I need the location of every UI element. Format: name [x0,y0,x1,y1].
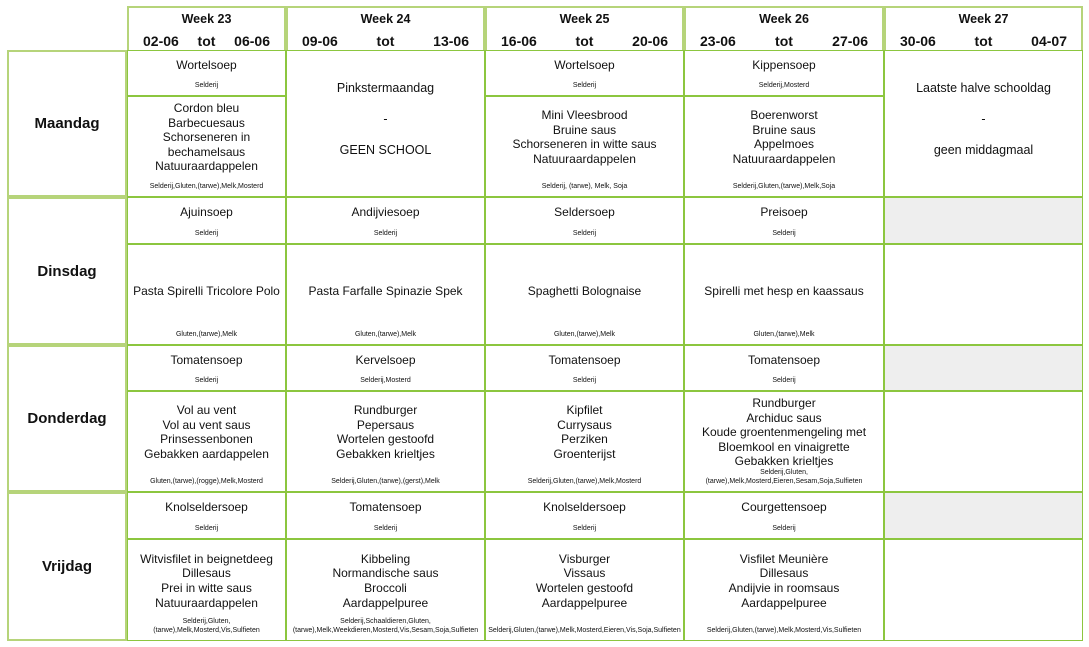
main-dish-line: Appelmoes [753,137,815,152]
main-dish [128,552,285,610]
main-dish-line: Dillesaus [182,566,231,581]
main-dish [486,284,683,299]
main-dish-cell [127,391,286,492]
soup-name: Tomatensoep [170,353,243,367]
main-dish-cell [485,391,684,492]
day-label: Dinsdag [7,197,127,345]
main-dish-line: Vissaus [563,566,606,581]
date-from: 16-06 [501,33,537,49]
soup-allergens: Selderij [772,230,796,237]
soup-allergens: Selderij,Mosterd [360,377,411,384]
main-dish-line: Kipfilet [566,403,603,418]
main-dish [486,108,683,166]
main-dish-line: Natuuraardappelen [155,595,258,610]
main-dish-line: Schorseneren in witte saus [512,137,657,152]
main-dish-line: Natuuraardappelen [732,152,836,167]
main-dish-line: Bruine saus [552,122,617,137]
soup-name: Preisoep [760,205,808,219]
main-dish [287,403,484,461]
main-dish-line: Spirelli met hesp en kaassaus [704,284,864,299]
main-dish-cell [684,391,884,492]
main-dish-line: Rundburger [353,403,418,418]
main-dish-line: Groenterijst [553,447,616,462]
week-header [884,6,1083,50]
soup-cell [485,492,684,539]
date-from: 30-06 [900,33,936,49]
soup-cell [127,50,286,96]
soup-cell [286,197,485,244]
main-dish-line: Aardappelpuree [541,595,628,610]
day-label: Maandag [7,50,127,197]
date-to: 04-07 [1031,33,1067,49]
holiday-line: Pinkstermaandag [336,81,435,95]
main-allergens: Selderij,Gluten,(tarwe),Melk,Mosterd,Eieren,Vis,Soja,Sulfieten [488,627,681,634]
main-dish [685,396,883,469]
holiday-line: - [383,112,388,126]
main-dish-cell [684,96,884,197]
date-range [129,33,284,51]
week-header [684,6,884,50]
main-dish-line: Koude groentenmengeling met [701,425,867,440]
soup-name: Kervelsoep [355,353,416,367]
main-dish-cell [485,244,684,345]
soup-name: Knolseldersoep [165,500,248,514]
week-label: Week 23 [181,12,232,26]
soup-name: Knolseldersoep [543,500,626,514]
main-dish [128,284,285,299]
soup-cell [684,197,884,244]
main-dish [486,403,683,461]
main-dish-line: Natuuraardappelen [533,152,636,167]
date-range [487,33,682,51]
main-dish-line: Perziken [561,432,608,447]
date-range [288,33,483,51]
main-dish-line: Vol au vent saus [162,417,251,432]
soup-cell [286,492,485,539]
soup-name: Kippensoep [752,58,816,72]
main-dish-cell [127,244,286,345]
main-dish-cell [286,244,485,345]
main-dish-line: Visburger [558,551,611,566]
soup-cell [485,197,684,244]
main-dish-line: Natuuraardappelen [155,159,258,174]
week-label: Week 26 [759,12,809,26]
main-dish-line: Kibbeling [360,551,411,566]
main-allergens: Selderij,Gluten,(tarwe),Melk,Mosterd [149,183,264,190]
date-tot: tot [197,33,216,49]
main-dish-line: Wortelen gestoofd [336,432,435,447]
main-dish-line: Witvisfilet in beignetdeeg [140,551,273,566]
soup-cell [127,197,286,244]
main-dish-cell [684,244,884,345]
date-from: 02-06 [143,33,179,49]
soup-allergens: Selderij [772,525,796,532]
empty-cell [884,492,1083,539]
holiday-line: GEEN SCHOOL [339,143,432,157]
soup-allergens: Selderij,Mosterd [758,82,810,89]
main-dish-line: Andijvie in roomsaus [728,580,840,595]
main-dish-line: Currysaus [557,417,612,432]
soup-cell [684,492,884,539]
main-dish-line: Prinsessenbonen [160,432,253,447]
main-dish-line: Barbecuesaus [168,115,245,130]
main-dish-line: Archiduc saus [746,410,822,425]
main-allergens: Selderij,Gluten,(tarwe),Melk,Soja [732,183,836,190]
date-to: 06-06 [234,33,270,49]
main-dish-line: Gebakken krieltjes [734,454,834,469]
main-dish-line: Boerenworst [750,108,818,123]
date-tot: tot [376,33,395,49]
main-dish-line: Visfilet Meunière [739,551,829,566]
soup-cell [286,345,485,391]
soup-name: Tomatensoep [349,500,422,514]
soup-name: Wortelsoep [176,58,237,72]
main-allergens: Selderij,Schaaldieren,Gluten,(tarwe),Melk,Weekdieren,Mosterd,Vis,Sesam,Soja,Sulfieten [292,618,479,634]
soup-allergens: Selderij [772,377,796,384]
main-dish [685,552,883,610]
date-to: 27-06 [832,33,868,49]
holiday-note-week27 [884,50,1083,197]
soup-name: Courgettensoep [741,500,827,514]
date-to: 13-06 [433,33,469,49]
soup-name: Ajuinsoep [180,205,233,219]
main-dish-line: Prei in witte saus [161,580,252,595]
empty-cell [884,345,1083,391]
soup-allergens: Selderij [572,525,597,532]
date-from: 09-06 [302,33,338,49]
holiday-line: Laatste halve schooldag [916,81,1051,95]
main-dish-line: Aardappelpuree [342,595,429,610]
date-tot: tot [974,33,993,49]
main-dish-line: Gebakken krieltjes [336,447,435,462]
soup-cell [127,492,286,539]
main-allergens: Selderij,Gluten,(tarwe),Melk,Mosterd [527,478,642,485]
date-range [886,33,1081,51]
main-allergens: Gluten,(tarwe),(rogge),Melk,Mosterd [150,478,263,485]
soup-allergens: Selderij [194,525,219,532]
date-tot: tot [775,33,793,49]
main-dish-line: Pasta Farfalle Spinazie Spek [308,284,463,299]
main-dish-line: Dillesaus [759,566,809,581]
main-dish-line: Rundburger [752,396,816,410]
main-dish-cell [127,539,286,641]
soup-allergens: Selderij [572,82,597,89]
main-dish-line: Broccoli [364,580,407,595]
soup-allergens: Selderij [373,525,398,532]
week-header [127,6,286,50]
holiday-note-week24 [286,50,485,197]
week-label: Week 27 [958,12,1009,26]
main-dish-line: Gebakken aardappelen [144,447,269,462]
main-dish [486,552,683,610]
soup-name: Wortelsoep [554,58,615,72]
soup-cell [684,50,884,96]
main-dish [128,403,285,461]
holiday-line: - [981,112,986,126]
main-dish-line: Wortelen gestoofd [535,580,634,595]
main-allergens: Selderij,Gluten,(tarwe),Melk,Mosterd,Eieren,Sesam,Soja,Sulfieten [705,469,863,485]
main-allergens: Gluten,(tarwe),Melk [354,331,417,338]
main-dish [685,284,883,299]
main-dish-cell [684,539,884,641]
empty-cell [884,244,1083,345]
main-allergens: Gluten,(tarwe),Melk [753,331,815,338]
main-dish-cell [286,539,485,641]
soup-allergens: Selderij [194,82,219,89]
main-dish-cell [485,539,684,641]
soup-name: Seldersoep [554,205,615,219]
soup-allergens: Selderij [373,230,398,237]
empty-cell [884,391,1083,492]
date-tot: tot [575,33,594,49]
holiday-line: geen middagmaal [933,143,1034,157]
main-dish [128,101,285,174]
main-dish-line: Cordon bleu [173,101,240,115]
date-range [686,33,882,51]
soup-allergens: Selderij [194,230,219,237]
week-header [286,6,485,50]
soup-allergens: Selderij [572,230,597,237]
week-label: Week 24 [360,12,411,26]
empty-cell [884,197,1083,244]
soup-cell [485,345,684,391]
main-dish-line: Normandische saus [332,566,439,581]
main-allergens: Gluten,(tarwe),Melk [553,331,616,338]
week-header [485,6,684,50]
date-from: 23-06 [700,33,736,49]
soup-allergens: Selderij [194,377,219,384]
main-dish-line: Vol au vent [176,403,237,418]
soup-name: Andijviesoep [351,205,420,219]
main-dish-line: Spaghetti Bolognaise [527,284,642,299]
main-dish [287,284,484,299]
main-dish-line: Pasta Spirelli Tricolore Polo [133,284,280,299]
date-to: 20-06 [632,33,668,49]
main-dish-line: Schorseneren in [162,130,251,145]
soup-cell [127,345,286,391]
main-dish-line: Pepersaus [356,417,415,432]
main-dish-cell [485,96,684,197]
main-dish-line: Aardappelpuree [741,595,827,610]
day-label: Donderdag [7,345,127,492]
soup-allergens: Selderij [572,377,597,384]
main-allergens: Selderij, (tarwe), Melk, Soja [541,183,628,190]
day-label: Vrijdag [7,492,127,641]
empty-cell [884,539,1083,641]
soup-name: Tomatensoep [747,353,821,367]
main-allergens: Selderij,Gluten,(tarwe),Melk,Mosterd,Vis,Sulfieten [706,627,862,634]
week-label: Week 25 [559,12,610,26]
main-dish-line: bechamelsaus [167,144,246,159]
main-allergens: Selderij,Gluten,(tarwe),Melk,Mosterd,Vis,Sulfieten [153,618,260,634]
main-dish [685,108,883,166]
main-dish-line: Bruine saus [752,122,816,137]
main-allergens: Gluten,(tarwe),Melk [175,331,238,338]
main-dish-line: Mini Vleesbrood [541,108,628,123]
main-dish-cell [127,96,286,197]
main-dish-cell [286,391,485,492]
main-dish [287,552,484,610]
soup-cell [684,345,884,391]
main-dish-line: Bloemkool en vinaigrette [718,439,850,454]
main-allergens: Selderij,Gluten,(tarwe),(gerst),Melk [331,478,440,485]
soup-name: Tomatensoep [548,353,621,367]
soup-cell [485,50,684,96]
